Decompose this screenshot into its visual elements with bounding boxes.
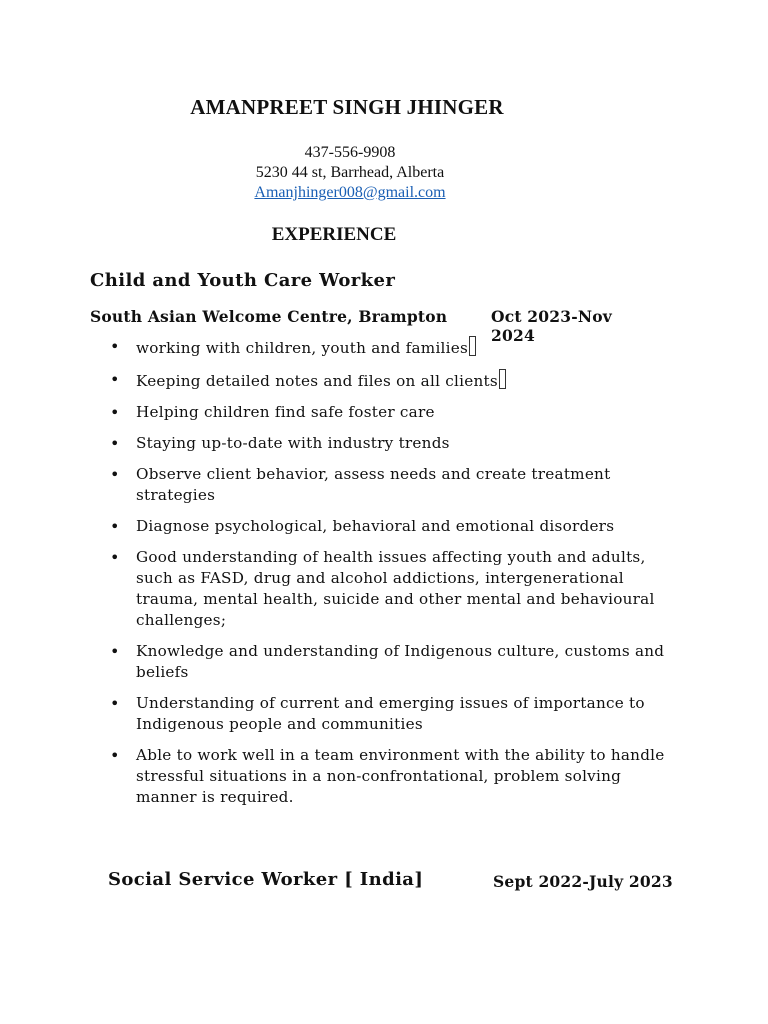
duty-item bbox=[110, 547, 680, 631]
job-dates: Sept 2022-July 2023 bbox=[493, 872, 673, 891]
duty-item bbox=[110, 745, 680, 808]
duty-text: Good understanding of health issues affecting youth and adults, such as FASD, drug and alcohol addictions, intergenerational trauma, mental health, suicide and other mental and behavioural challenges; bbox=[136, 548, 655, 629]
missing-glyph-box bbox=[499, 369, 506, 389]
phone-number: 437-556-9908 bbox=[304, 144, 396, 161]
duty-item bbox=[110, 433, 680, 454]
duty-text: Observe client behavior, assess needs and create treatment strategies bbox=[136, 465, 611, 504]
duty-item bbox=[110, 464, 680, 506]
duty-text: Able to work well in a team environment with the ability to handle stressful situations in a non-confrontational, problem solving manner is required. bbox=[136, 746, 665, 806]
duty-item bbox=[110, 402, 680, 423]
address: 5230 44 st, Barrhead, Alberta bbox=[255, 164, 445, 181]
job-title: Child and Youth Care Worker bbox=[90, 270, 396, 291]
duty-text: Staying up-to-date with industry trends bbox=[136, 434, 450, 452]
duty-text: Keeping detailed notes and files on all clients bbox=[136, 372, 498, 390]
experience-heading: EXPERIENCE bbox=[271, 224, 397, 245]
duty-item bbox=[110, 641, 680, 683]
duty-text: Knowledge and understanding of Indigenous culture, customs and beliefs bbox=[136, 642, 665, 681]
duties-list bbox=[110, 336, 680, 818]
duty-item bbox=[110, 693, 680, 735]
duty-text: Understanding of current and emerging issues of importance to Indigenous people and communities bbox=[136, 694, 645, 733]
duty-item bbox=[110, 336, 680, 359]
candidate-name: AMANPREET SINGH JHINGER bbox=[190, 95, 504, 119]
duty-text: Helping children find safe foster care bbox=[136, 403, 435, 421]
job-org-line bbox=[90, 307, 660, 345]
duty-item bbox=[110, 516, 680, 537]
duty-text: Diagnose psychological, behavioral and emotional disorders bbox=[136, 517, 615, 535]
duty-text: working with children, youth and families bbox=[136, 339, 469, 357]
duty-item bbox=[110, 369, 680, 392]
contact-block bbox=[0, 143, 700, 203]
email-link[interactable]: Amanjhinger008@gmail.com bbox=[254, 184, 446, 201]
job-dates: Oct 2023-Nov 2024 bbox=[491, 307, 612, 345]
job-title: Social Service Worker [ India] bbox=[108, 869, 424, 890]
missing-glyph-box bbox=[469, 336, 476, 356]
job-organization: South Asian Welcome Centre, Brampton bbox=[90, 307, 448, 326]
